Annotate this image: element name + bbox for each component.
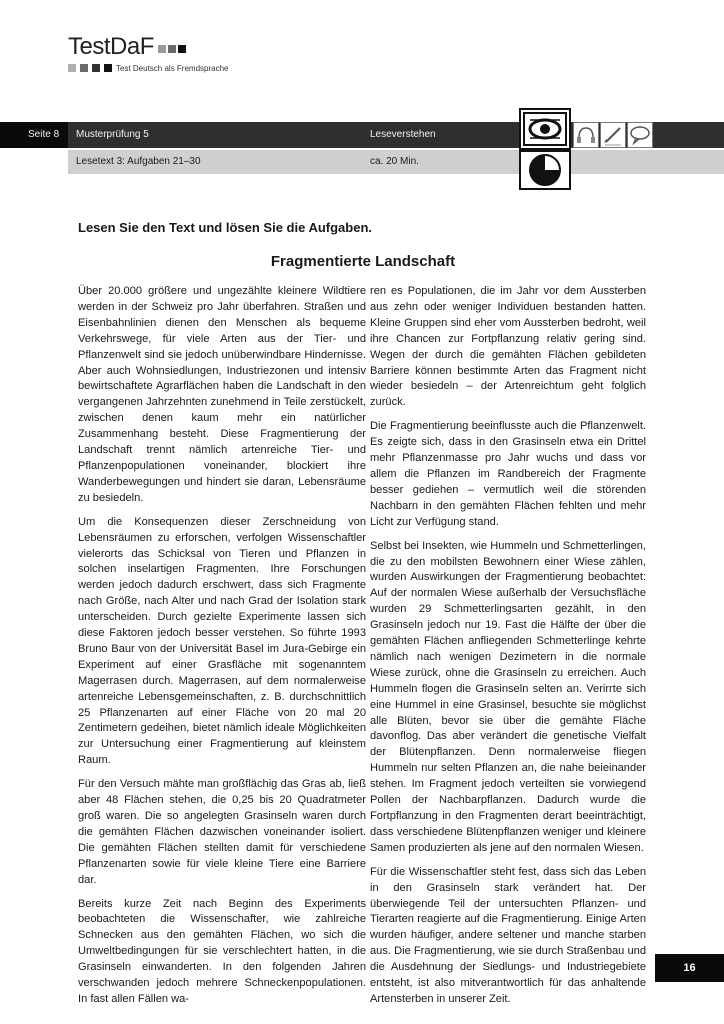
section-label: Leseverstehen: [370, 129, 436, 140]
duration-label: ca. 20 Min.: [370, 156, 419, 167]
page-number: 16: [655, 954, 724, 982]
paragraph: Bereits kurze Zeit nach Beginn des Experiments beobachteten die Wissenschafter, wie zahlreiche Schnecken aus den gemähten Flächen, wo sich die Umweltbedingungen für sie verschlechtert hatten, in die Grasinseln einwanderten. In den folgenden Jahren verschwanden jedoch mehrere Schneckenpopulationen. In fast allen Fällen wa-: [78, 897, 366, 1005]
logo-square-2: [168, 45, 176, 53]
logo-tagline: Test Deutsch als Fremdsprache: [116, 64, 229, 73]
logo-square-1: [158, 45, 166, 53]
logo-sub-square-3: [92, 64, 100, 72]
logo-sub-square-1: [68, 64, 76, 72]
eye-icon: [519, 108, 571, 150]
page-label: Seite 8: [28, 129, 60, 140]
logo-wordmark: TestDaF: [68, 33, 154, 60]
logo-square-3: [178, 45, 186, 53]
exam-label: Musterprüfung 5: [76, 129, 149, 140]
paragraph: Für die Wissenschaftler steht fest, dass sich das Leben in den Grasinseln stark verändert hat. Der überwiegende Teil der untersuchten Pflanzen- und Tierarten reagierte auf die Fragmentierung. Einige Arten wurden häufiger, andere seltener und manche starben aus. Die Fragmentierung, wie sie durch Straßenbau und die Ausdehnung der Siedlungs- und Industriegebiete entsteht, ist also mitverantwortlich für das anhaltende Artensterben in unserer Zeit.: [370, 865, 646, 1005]
headphones-icon: [573, 122, 599, 148]
logo-sub-square-4: [104, 64, 112, 72]
paragraph: Über 20.000 größere und ungezählte kleinere Wildtiere werden in der Schweiz pro Jahr überfahren. Straßen und Eisenbahnlinien dienen den Menschen als bequeme Verkehrswege, für viele Arten aus der Tier- und Pflanzenwelt sind sie jedoch unüberwindbare Hindernisse. Aber auch Wohnsiedlungen, Industriezonen und intensiv bewirtschaftete Agrarflächen haben die Landschaft in den vergangenen Jahrzehnten zunehmend in Teile zerstückelt, zwischen denen kaum mehr ein natürlicher Zusammenhang besteht. Diese Fragmentierung der Landschaft trennt nämlich artenreiche Tier- und Pflanzenpopulationen voneinander, blockiert ihre Wanderbewegungen und hindert sie daran, Lebensräume zu besiedeln.: [78, 285, 366, 504]
pen-writing-icon: [600, 122, 626, 148]
text-column-left: [78, 284, 366, 1016]
paragraph: ren es Populationen, die im Jahr vor dem Aussterben aus zehn oder weniger Individuen bestanden hatten. Kleine Gruppen sind eher vom Aussterben bedroht, weil ihre Chancen zur Fortpflanzung relativ gering sind. Wegen der durch die gemähten Flächen gebildeten Barriere können bestimmte Arten das Fragment nicht wieder besiedeln – der Artenreichtum geht folglich zurück.: [370, 285, 646, 409]
task-label: Lesetext 3: Aufgaben 21–30: [76, 156, 201, 167]
speech-bubble-icon: [627, 122, 653, 148]
article-title: Fragmentierte Landschaft: [270, 253, 456, 270]
text-column-right: [370, 284, 646, 1016]
instruction: Lesen Sie den Text und lösen Sie die Aufgaben.: [78, 220, 372, 235]
clock-icon: [519, 150, 571, 190]
paragraph: Selbst bei Insekten, wie Hummeln und Schmetterlingen, die zu den mobilsten Bewohnern einer Wiese zählen, wurden Auswirkungen der Fragmentierung beobachtet: Auf der normalen Wiese außerhalb der Versuchsfläche wurden 29 Schmetterlingsarten gezählt, in den Grasinseln jedoch nur 19. Fast die Hälfte der über die gemähten Flächen anfliegenden Schmetterlinge kehrte nämlich nach wenigen Dezimetern in die normale Wiese zurück, ohne die Grasinseln zu erreichen. Auch Hummeln flogen die Grasinseln selten an. Verirrte sich eine Hummel in eine Grasinsel, besuchte sie möglichst alle Blüten, bevor sie über die gemähte Fläche davonflog. Das aber verändert die genetische Vielfalt der Blütenpflanzen. Denn normalerweise fliegen Hummeln nur selten Pflanzen an, die nahe beieinander stehen. Im Fragment jedoch verteilten sie vorwiegend Pollen der Nachbarpflanzen. Dadurch wurde die Fortpflanzung in den Fragmenten derart beeinträchtigt, dass verschiedene Blütenpflanzen weniger und kleinere Samen produzierten als jene auf den normalen Wiesen.: [370, 539, 646, 854]
paragraph: Für den Versuch mähte man großflächig das Gras ab, ließ aber 48 Flächen stehen, die 0,25 bis 20 Quadratmeter groß waren. Die so angelegten Grasinseln waren durch die gemähten Flächen dazwischen voneinander isoliert. Die gemähten Flächen stellten damit für verschiedene Pflanzenarten sowie für viele kleine Tiere eine Barriere dar.: [78, 778, 366, 886]
paragraph: Die Fragmentierung beeinflusste auch die Pflanzenwelt. Es zeigte sich, dass in den Grasinseln etwa ein Drittel mehr Pflanzenmasse pro Jahr wuchs und dass vor allem die Pflanzen im Randbereich der Fragmente besser gediehen – vermutlich weil die störenden Nachbarn in den gemähten Flächen fehlten und mehr Licht zur Verfügung stand.: [370, 420, 646, 528]
testdaf-logo: [68, 34, 229, 73]
paragraph: Um die Konsequenzen dieser Zerschneidung von Lebensräumen zu erforschen, verfolgen Wissenschaftler vielerorts das Schicksal von Tieren und Pflanzen in solchen inselartigen Fragmenten. Ihre Forschungen werden jedoch dadurch erschwert, dass sich Fragmente nach Größe, nach Alter und nach Grad der Isolation stark unterscheiden. Durch gezielte Experimente lassen sich diese Faktoren jedoch besser verstehen. So führte 1993 Bruno Baur von der Universität Basel im Jura-Gebirge ein Experiment auf einer Grasfläche mit sogenanntem Magerrasen durch. Magerrasen, auf dem normalerweise artenreiche Lebensgemeinschaften, z. B. durchschnittlich 25 Pflanzenarten auf einer Fläche von 20 mal 20 Zentimetern gedeihen, bietet nämlich ideale Möglichkeiten zur Untersuchung einer Fragmentierung auf kleinstem Raum.: [78, 515, 366, 767]
logo-sub-square-2: [80, 64, 88, 72]
